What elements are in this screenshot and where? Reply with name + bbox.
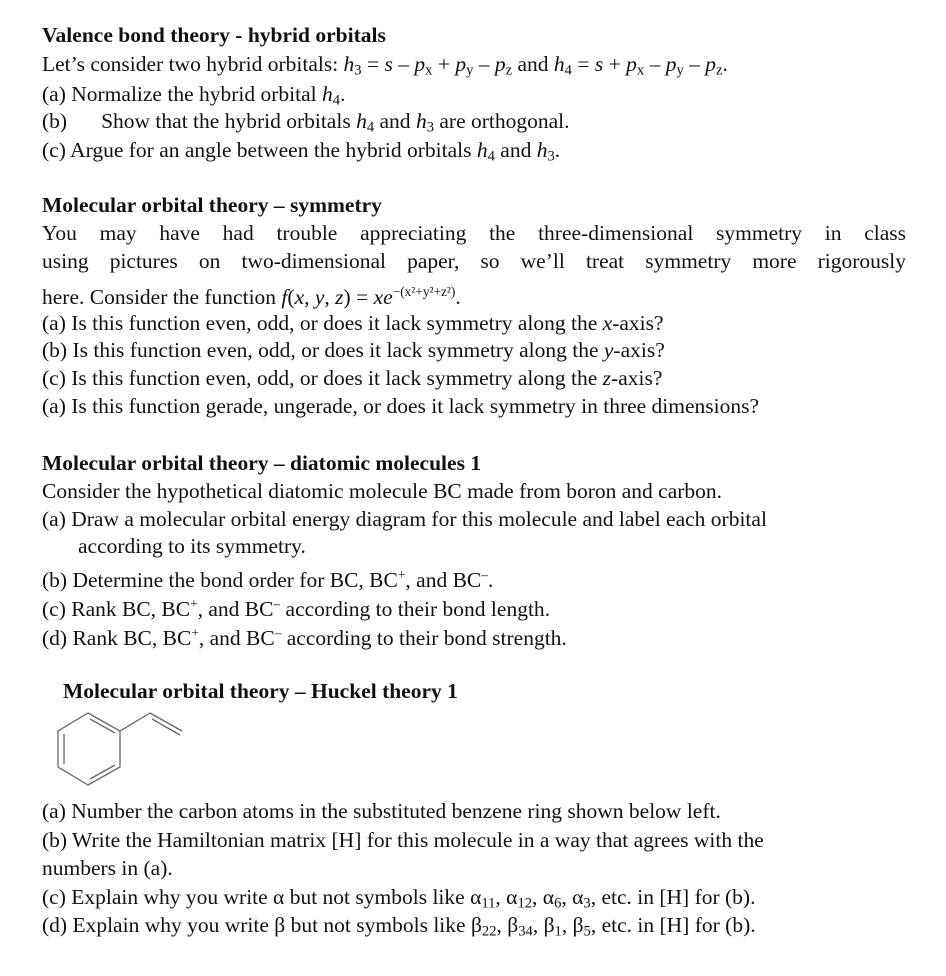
italic-symbol: h <box>536 138 548 162</box>
text-line <box>42 248 906 274</box>
text-line <box>42 279 461 310</box>
italic-symbol: z <box>602 366 612 390</box>
text-run: (a) Draw a molecular orbital energy diagram for this molecule and label each orbital <box>42 507 767 531</box>
text-run: (a) Normalize the hybrid orbital <box>42 82 322 106</box>
superscript: – <box>273 596 281 611</box>
text-run: here. Consider the function <box>42 284 282 309</box>
text-line <box>42 51 728 84</box>
italic-symbol: y <box>314 284 325 309</box>
text-run: Consider the hypothetical diatomic molecule BC made from boron and carbon. <box>42 479 723 503</box>
text-run: and <box>374 109 416 133</box>
text-run: . <box>554 138 561 162</box>
italic-symbol: h <box>415 109 427 133</box>
subscript: 4 <box>366 119 375 136</box>
text-line <box>42 310 664 336</box>
text-run: – <box>473 52 495 76</box>
text-line <box>42 506 767 532</box>
text-line <box>42 365 662 391</box>
text-run: (c) Argue for an angle between the hybrid orbitals <box>42 138 477 162</box>
text-run: and <box>494 138 537 162</box>
italic-symbol: p <box>455 52 467 76</box>
text-run: according to its symmetry. <box>78 534 306 558</box>
subscript: 12 <box>517 895 533 912</box>
subscript: 3 <box>426 119 434 136</box>
section-title: Valence bond theory - hybrid orbitals <box>42 23 386 47</box>
text-run: , α <box>532 885 555 909</box>
text-line <box>42 591 550 622</box>
italic-symbol: xe <box>373 284 393 309</box>
text-line <box>42 827 764 853</box>
italic-symbol: h <box>322 82 333 106</box>
text-run: You may have had trouble appreciating the three-dimensional symmetry in class <box>42 221 906 245</box>
text-run: (b) Write the Hamiltonian matrix [H] for this molecule in a way that agrees with the <box>42 828 764 852</box>
subscript: 22 <box>481 923 497 940</box>
italic-symbol: h <box>553 52 565 76</box>
subscript: 3 <box>583 895 591 912</box>
text-line <box>42 855 173 881</box>
text-run: . <box>722 52 728 76</box>
text-run: and <box>512 52 554 76</box>
text-line <box>42 220 906 246</box>
text-run: , and BC <box>405 567 482 592</box>
italic-symbol: s <box>594 52 604 76</box>
text-run: – <box>683 52 706 76</box>
styrene-structure-image <box>40 700 200 800</box>
italic-symbol: h <box>343 52 355 76</box>
section-title: Molecular orbital theory – diatomic molecules 1 <box>42 451 482 475</box>
text-run: (b) Determine the bond order for BC, BC <box>42 567 398 592</box>
text-line <box>42 562 493 593</box>
italic-symbol: h <box>356 109 367 133</box>
text-run: , β <box>496 913 519 937</box>
superscript: + <box>191 625 199 640</box>
subscript: y <box>676 62 684 79</box>
italic-symbol: p <box>665 52 677 76</box>
text-run: (d) Explain why you write β but not symbols like β <box>42 913 482 937</box>
text-run: -axis? <box>612 311 664 335</box>
text-line <box>42 478 722 504</box>
text-run: -axis? <box>613 338 665 362</box>
text-run: (a) Is this function gerade, ungerade, or does it lack symmetry in three dimensions? <box>42 394 760 418</box>
text-run: (a) Is this function even, odd, or does it lack symmetry along the <box>42 311 603 335</box>
text-line <box>42 337 665 363</box>
text-line <box>42 108 570 141</box>
text-line <box>42 912 756 945</box>
text-run: – <box>392 52 415 76</box>
subscript: x <box>636 62 645 79</box>
subscript: y <box>466 62 474 79</box>
text-run: ) = <box>343 284 374 309</box>
text-run: + <box>603 52 627 76</box>
text-run: , <box>304 284 315 309</box>
text-run: (b) Is this function even, odd, or does it lack symmetry along the <box>42 338 604 362</box>
text-run: . <box>455 284 461 309</box>
subscript: 3 <box>547 148 555 165</box>
superscript: – <box>481 567 488 582</box>
text-run: Let’s consider two hybrid orbitals: <box>42 52 344 76</box>
text-run: according to their bond length. <box>280 596 551 621</box>
subscript: 1 <box>554 923 562 940</box>
text-run: , and BC <box>198 625 275 650</box>
italic-symbol: z <box>335 284 344 309</box>
text-run: ( <box>287 284 295 309</box>
italic-symbol: p <box>414 52 426 76</box>
subscript: 5 <box>583 923 591 940</box>
text-run: = <box>571 52 595 76</box>
italic-symbol: x <box>294 284 305 309</box>
text-run: , α <box>561 885 584 909</box>
subscript: 4 <box>564 62 572 79</box>
text-run: , β <box>561 913 584 937</box>
text-run: -axis? <box>611 366 663 390</box>
text-run: , α <box>495 885 518 909</box>
subscript: z <box>716 62 723 79</box>
vinyl-double-bond <box>150 713 182 731</box>
text-line <box>42 393 759 419</box>
subscript: x <box>425 62 433 79</box>
section-title: Molecular orbital theory – Huckel theory 1 <box>63 679 458 703</box>
text-run: . <box>340 82 346 106</box>
text-line <box>78 533 306 559</box>
text-run: (c) Explain why you write α but not symbols like α <box>42 885 482 909</box>
italic-symbol: h <box>476 138 488 162</box>
text-run: – <box>644 52 666 76</box>
italic-symbol: y <box>603 338 614 362</box>
text-run: + <box>432 52 456 76</box>
text-run: using pictures on two-dimensional paper, so we’ll treat symmetry more rigorously <box>42 249 906 273</box>
text-line <box>42 620 567 651</box>
italic-symbol: s <box>384 52 393 76</box>
subscript: 6 <box>554 895 562 912</box>
text-line <box>42 137 560 170</box>
superscript: + <box>397 567 406 582</box>
text-run: , β <box>532 913 555 937</box>
text-run: (a) Number the carbon atoms in the substituted benzene ring shown below left. <box>42 799 721 823</box>
text-run: (b) <box>42 109 68 133</box>
subscript: 3 <box>354 62 362 79</box>
text-run: , and BC <box>197 596 274 621</box>
italic-symbol: x <box>602 311 613 335</box>
vinyl-bond <box>120 713 150 731</box>
subscript: 4 <box>332 92 341 109</box>
italic-symbol: p <box>494 52 506 76</box>
subscript: 34 <box>518 923 533 940</box>
text-run: = <box>361 52 385 76</box>
text-run: (c) Rank BC, BC <box>42 596 191 621</box>
text-run: . <box>487 567 494 592</box>
text-run: are orthogonal. <box>434 109 570 133</box>
superscript: −(x²+y²+z²) <box>392 284 456 299</box>
subscript: 4 <box>487 148 495 165</box>
subscript: 11 <box>481 895 496 912</box>
text-run: (d) Rank BC, BC <box>42 625 192 650</box>
text-run: , <box>324 284 336 309</box>
text-line <box>42 798 721 824</box>
superscript: – <box>274 625 282 640</box>
italic-symbol: f <box>281 284 288 309</box>
text-run: , etc. in [H] for (b). <box>590 885 756 909</box>
text-run: Show that the hybrid orbitals <box>101 109 357 133</box>
italic-symbol: p <box>626 52 637 76</box>
text-run: (c) Is this function even, odd, or does it lack symmetry along the <box>42 366 603 390</box>
section-title: Molecular orbital theory – symmetry <box>42 193 382 217</box>
benzene-ring <box>58 713 120 785</box>
superscript: + <box>190 596 198 611</box>
text-run: , etc. in [H] for (b). <box>590 913 756 937</box>
italic-symbol: p <box>705 52 717 76</box>
text-run: numbers in (a). <box>42 856 173 880</box>
text-run: according to their bond strength. <box>281 625 567 650</box>
subscript: z <box>505 62 513 79</box>
